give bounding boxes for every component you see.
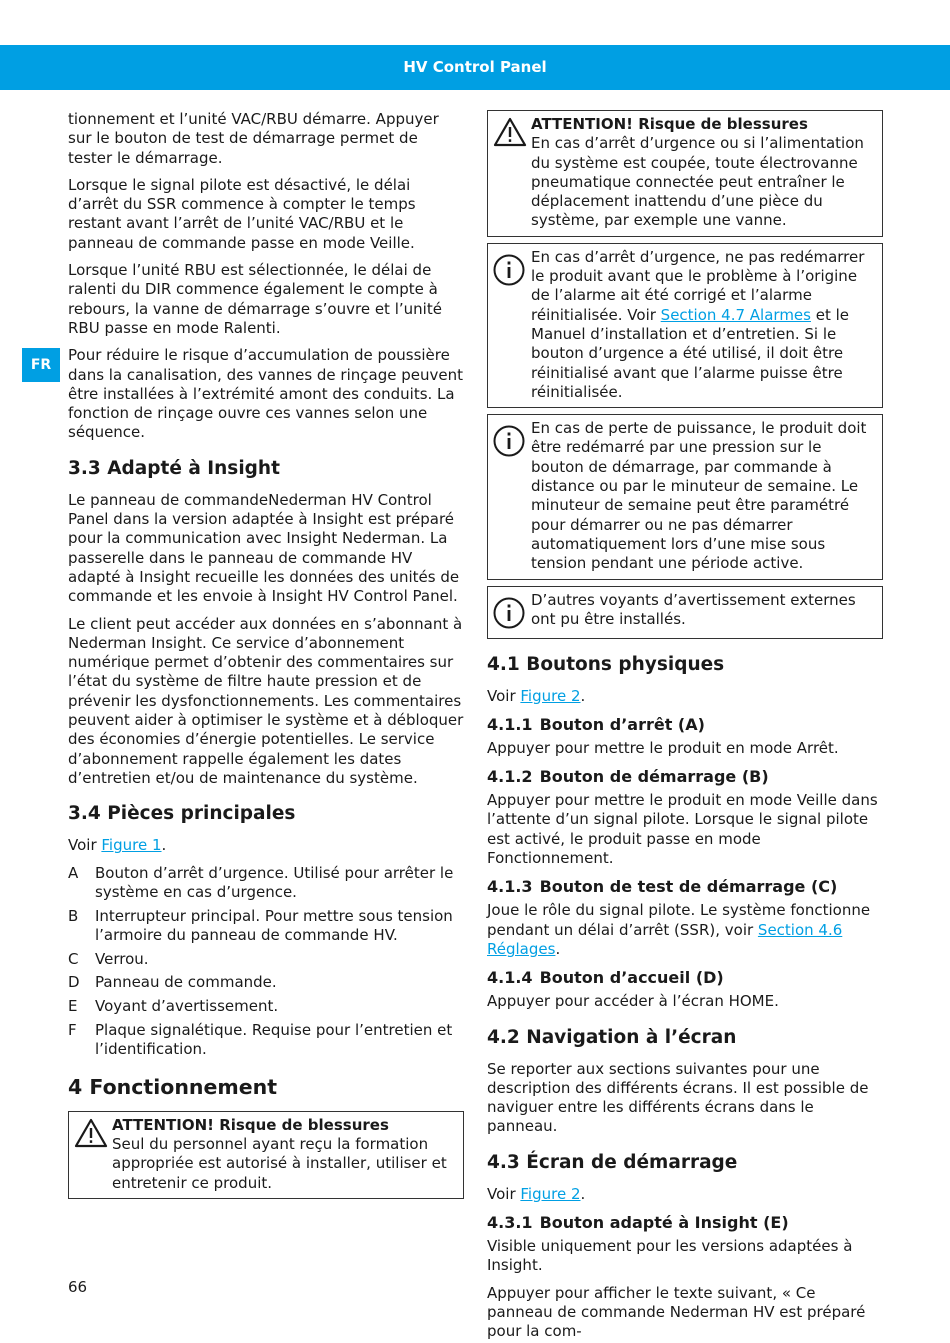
paragraph: Lorsque l’unité RBU est sélectionnée, le délai de ralenti du DIR commence également le compte à rebours, la vanne de démarrage s’ouvre et l’unité RBU passe en mode Ralenti. [68,261,442,337]
section-heading-4-2: 4.2 Navigation à l’écran [487,1026,737,1048]
warning-title: ATTENTION! Risque de blessures [112,1115,389,1134]
list-item: B Interrupteur principal. Pour mettre sous tension l’armoire du panneau de commande HV. [68,906,453,944]
section-heading-4-3: 4.3 Écran de démarrage [487,1151,738,1173]
info-icon [493,248,531,402]
warning-triangle-icon [493,115,531,231]
left-column [68,110,464,1205]
figure-reference: Voir Figure 1. [68,836,167,855]
right-column [487,110,883,1343]
subsection-heading-4-1-1: 4.1.1 Bouton d’arrêt (A) [487,714,705,734]
figure-2-link[interactable]: Figure 2 [520,686,581,705]
paragraph: Joue le rôle du signal pilote. Le système fonctionne pendant un délai d’arrêt (SSR), voir Section 4.6 Réglages. [487,901,871,958]
figure-1-link[interactable]: Figure 1 [101,836,162,855]
header-title: HV Control Panel [403,58,547,76]
paragraph: Se reporter aux sections suivantes pour une description des différents écrans. Il est possible de naviguer entre les différents écrans dans le panneau. [487,1059,869,1136]
section-heading-3-4: 3.4 Pièces principales [68,803,296,825]
figure-reference: Voir Figure 2. [487,1184,586,1203]
figure-2-link[interactable]: Figure 2 [520,1184,581,1203]
subsection-heading-4-1-3: 4.1.3 Bouton de test de démarrage (C) [487,877,838,897]
list-item: F Plaque signalétique. Requise pour l’entretien et l’identification. [68,1021,453,1059]
chapter-heading-4: 4 Fonctionnement [68,1074,278,1099]
warning-title: ATTENTION! Risque de blessures [531,115,808,133]
info-icon [493,419,531,573]
warning-box [487,110,883,237]
language-tab: FR [22,348,60,382]
warning-box [68,1111,464,1199]
list-item: D Panneau de commande. [68,973,277,992]
paragraph: tionnement et l’unité VAC/RBU démarre. Appuyer sur le bouton de test de démarrage permet de tester le démarrage. [68,110,439,167]
paragraph: Lorsque le signal pilote est désactivé, le délai d’arrêt du SSR commence à compter le temps restant avant l’arrêt de l’unité VAC/RBU et le panneau de commande passe en mode Veille. [68,175,416,252]
list-item: A Bouton d’arrêt d’urgence. Utilisé pour arrêter le système en cas d’urgence. [68,863,454,901]
paragraph: Appuyer pour afficher le texte suivant, « Ce panneau de commande Nederman HV est préparé pour la com- [487,1283,866,1341]
paragraph: Appuyer pour mettre le produit en mode Arrêt. [487,738,839,757]
paragraph: Pour réduire le risque d’accumulation de poussière dans la canalisation, des vannes de rinçage peuvent être installées à l’extrémité amont des conduits. La fonction de rinçage ouvre ces vannes selon une séquence. [68,346,463,442]
paragraph: Appuyer pour accéder à l’écran HOME. [487,992,779,1011]
subsection-heading-4-3-1: 4.3.1 Bouton adapté à Insight (E) [487,1212,789,1232]
info-text: D’autres voyants d’avertissement externes ont pu être installés. [531,590,856,628]
paragraph: Visible uniquement pour les versions adaptées à Insight. [487,1236,853,1275]
warning-triangle-icon [74,1116,112,1193]
info-box: En cas d’arrêt d’urgence, ne pas redémarrer le produit avant que le problème à l’origine de l’alarme ait été corrigé et l’alarme réinitialisée. Voir Section 4.7 Alarmes et le Manuel d’installation et d’entretien. Si le bouton d’urgence a été utilisé, il doit être réinitialisé avant que l’alarme puisse être réinitialisée. [487,243,883,408]
info-icon [493,591,531,633]
info-text: En cas de perte de puissance, le produit doit être redémarré par une pression sur le bouton de démarrage, par commande à distance ou par le minuteur de semaine. Le minuteur de semaine peut être paramétré pour démarrer ou ne pas démarrer automatiquement lors d’une mise sous tension pendant une période active. [531,419,867,573]
section-4-7-link[interactable]: Section 4.7 Alarmes [660,305,811,324]
section-4-6-link[interactable]: Section 4.6 Réglages [487,920,843,958]
paragraph: Appuyer pour mettre le produit en mode Veille dans l’attente d’un signal pilote. Lorsque le signal pilote est activé, le produit passe en mode Fonctionnement. [487,791,878,868]
figure-reference: Voir Figure 2. [487,686,586,705]
page-header [0,45,950,90]
section-heading-4-1: 4.1 Boutons physiques [487,653,725,675]
section-heading-3-3: 3.3 Adapté à Insight [68,457,280,479]
list-item: C Verrou. [68,949,149,968]
paragraph: Le panneau de commandeNederman HV Control Panel dans la version adaptée à Insight est préparé pour la communication avec Insight Nederman. La passerelle dans le panneau de commande HV adapté à Insight recueille les données des unités de commande et les envoie à Insight HV Control Panel. [68,490,460,606]
info-box [487,414,883,579]
warning-text: Seul du personnel ayant reçu la formation appropriée est autorisé à installer, utiliser et entretenir ce produit. [112,1134,447,1192]
list-item: E Voyant d’avertissement. [68,997,279,1016]
subsection-heading-4-1-4: 4.1.4 Bouton d’accueil (D) [487,968,724,988]
warning-text: En cas d’arrêt d’urgence ou si l’alimentation du système est coupée, toute électrovanne pneumatique connectée peut entraîner le déplacement inattendu d’une pièce du système, par exemple une vanne. [531,134,864,230]
subsection-heading-4-1-2: 4.1.2 Bouton de démarrage (B) [487,767,769,787]
info-box [487,586,883,639]
page-number: 66 [68,1278,88,1296]
paragraph: Le client peut accéder aux données en s’abonnant à Nederman Insight. Ce service d’abonnement numérique permet d’obtenir des commentaires sur l’état du système de filtre haute pression et de prévenir les dysfonctionnements. Les commentaires peuvent aider à optimiser le système et à débloquer des économies d’énergie potentielles. Le service d’abonnement rappelle également les dates d’entretien et/ou de maintenance du système. [68,614,464,787]
parts-list [68,864,464,1060]
